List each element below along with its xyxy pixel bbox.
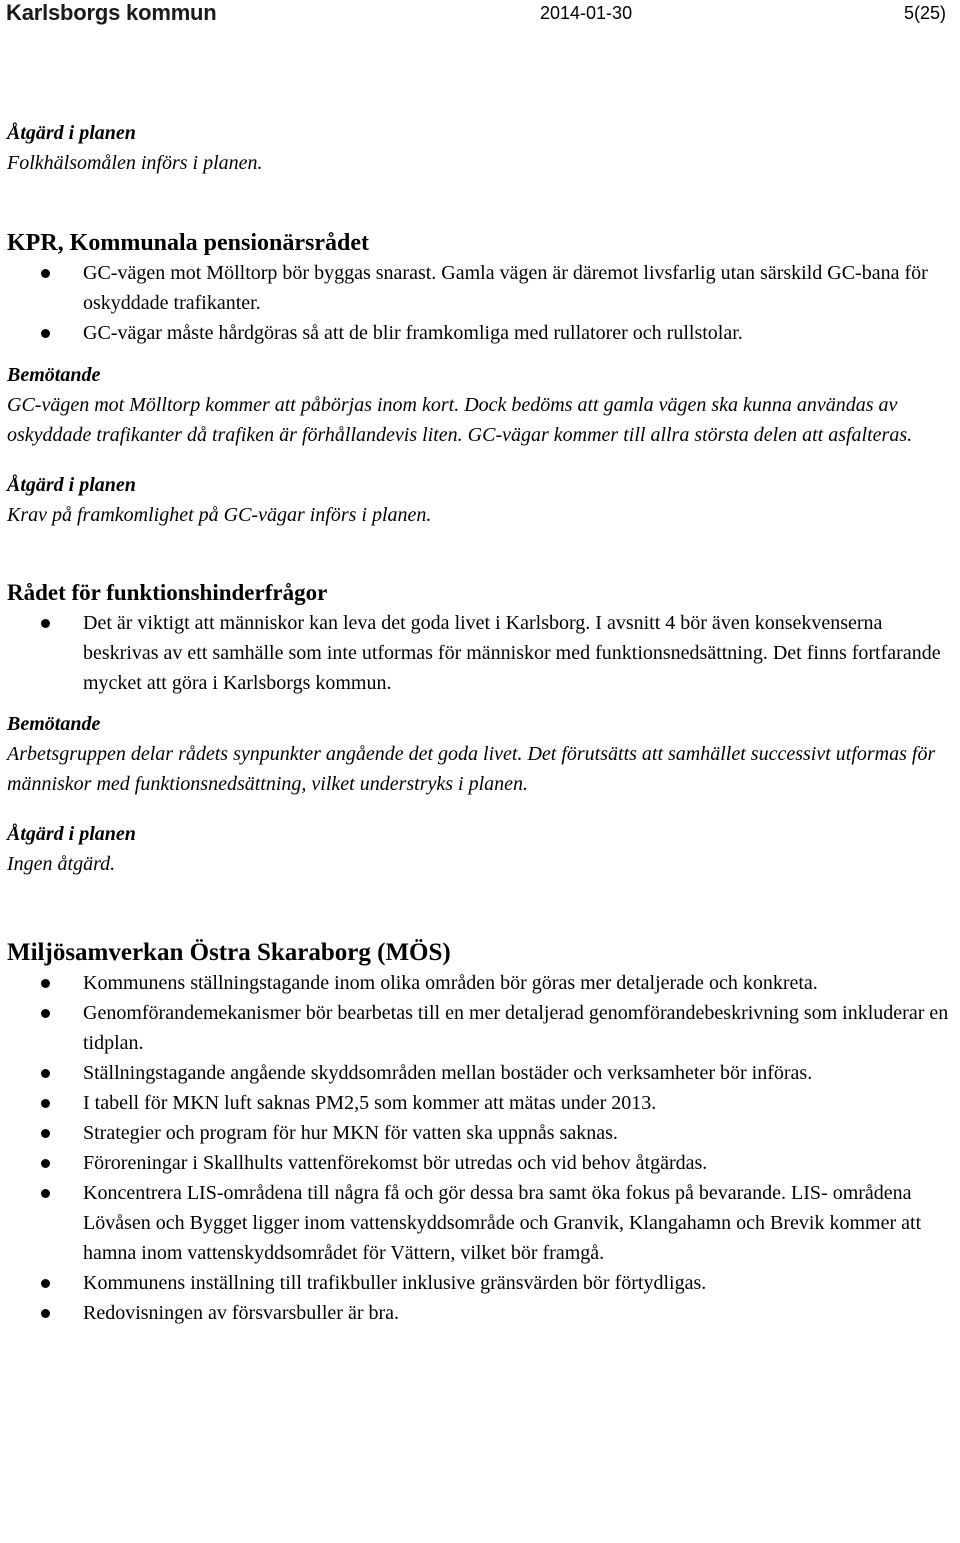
atgard-label: Åtgärd i planen xyxy=(7,823,136,845)
document-body xyxy=(7,118,957,1328)
page-header xyxy=(0,0,960,32)
section-heading-kpr: KPR, Kommunala pensionärsrådet xyxy=(7,230,370,256)
list-item: Föroreningar i Skallhults vattenförekomst bör utredas och vid behov åtgärdas. xyxy=(7,1148,957,1178)
list-item: Genomförandemekanismer bör bearbetas till en mer detaljerad genomförandebeskrivning som inkluderar en tidplan. xyxy=(7,998,957,1058)
section-heading-funktionshinder: Rådet för funktionshinderfrågor xyxy=(7,580,328,605)
atgard-label: Åtgärd i planen xyxy=(7,474,136,496)
atgard-text: Krav på framkomlighet på GC-vägar införs i planen. xyxy=(7,504,432,526)
list-item: Kommunens ställningstagande inom olika områden bör göras mer detaljerade och konkreta. xyxy=(7,968,957,998)
section-folkhalsa xyxy=(7,118,957,178)
list-item: Strategier och program för hur MKN för vatten ska uppnås saknas. xyxy=(7,1118,957,1148)
municipality-logo: Karlsborgs kommun xyxy=(6,0,217,25)
list-item: Koncentrera LIS-områdena till några få och gör dessa bra samt öka fokus på bevarande. LIS- områdena Lövåsen och Bygget ligger inom vattenskyddsområde och Granvik, Klangahamn och Brevik kommer att hamna inom vattenskyddsområdet för Vättern, vilket bör framgå. xyxy=(7,1178,957,1268)
list-item: Redovisningen av försvarsbuller är bra. xyxy=(7,1298,957,1328)
list-item: GC-vägen mot Mölltorp bör byggas snarast. Gamla vägen är däremot livsfarlig utan särskild GC-bana för oskyddade trafikanter. xyxy=(7,258,957,318)
section-mos xyxy=(7,938,957,1328)
header-date: 2014-01-30 xyxy=(540,3,633,23)
bullet-list-funktionshinder xyxy=(7,608,957,698)
section-funktionshinder xyxy=(7,578,957,879)
atgard-text: Ingen åtgärd. xyxy=(7,853,116,875)
bemotande-label: Bemötande xyxy=(7,364,101,386)
header-page-number: 5(25) xyxy=(903,3,946,23)
bullet-list-mos xyxy=(7,968,957,1328)
section-kpr xyxy=(7,228,957,530)
list-item: I tabell för MKN luft saknas PM2,5 som kommer att mätas under 2013. xyxy=(7,1088,957,1118)
list-item: Ställningstagande angående skyddsområden mellan bostäder och verksamheter bör införas. xyxy=(7,1058,957,1088)
bemotande-label: Bemötande xyxy=(7,713,101,735)
section-heading-mos: Miljösamverkan Östra Skaraborg (MÖS) xyxy=(7,939,451,966)
list-item: Det är viktigt att människor kan leva det goda livet i Karlsborg. I avsnitt 4 bör även konsekvenserna beskrivas av ett samhälle som inte utformas för människor med funktionsnedsättning. Det finns fortfarande mycket att göra i Karlsborgs kommun. xyxy=(7,608,957,698)
atgard-text: Folkhälsomålen införs i planen. xyxy=(7,152,263,174)
list-item: Kommunens inställning till trafikbuller inklusive gränsvärden bör förtydligas. xyxy=(7,1268,957,1298)
bemotande-text: GC-vägen mot Mölltorp kommer att påbörjas inom kort. Dock bedöms att gamla vägen ska kunna användas av oskyddade trafikanter då trafiken är förhållandevis liten. GC-vägar kommer till allra största delen att asfalteras. xyxy=(7,394,913,446)
atgard-label: Åtgärd i planen xyxy=(7,122,136,144)
list-item: GC-vägar måste hårdgöras så att de blir framkomliga med rullatorer och rullstolar. xyxy=(7,318,957,348)
bemotande-text: Arbetsgruppen delar rådets synpunkter angående det goda livet. Det förutsätts att samhället successivt utformas för människor med funktionsnedsättning, vilket understryks i planen. xyxy=(7,743,936,795)
bullet-list-kpr xyxy=(7,258,957,348)
